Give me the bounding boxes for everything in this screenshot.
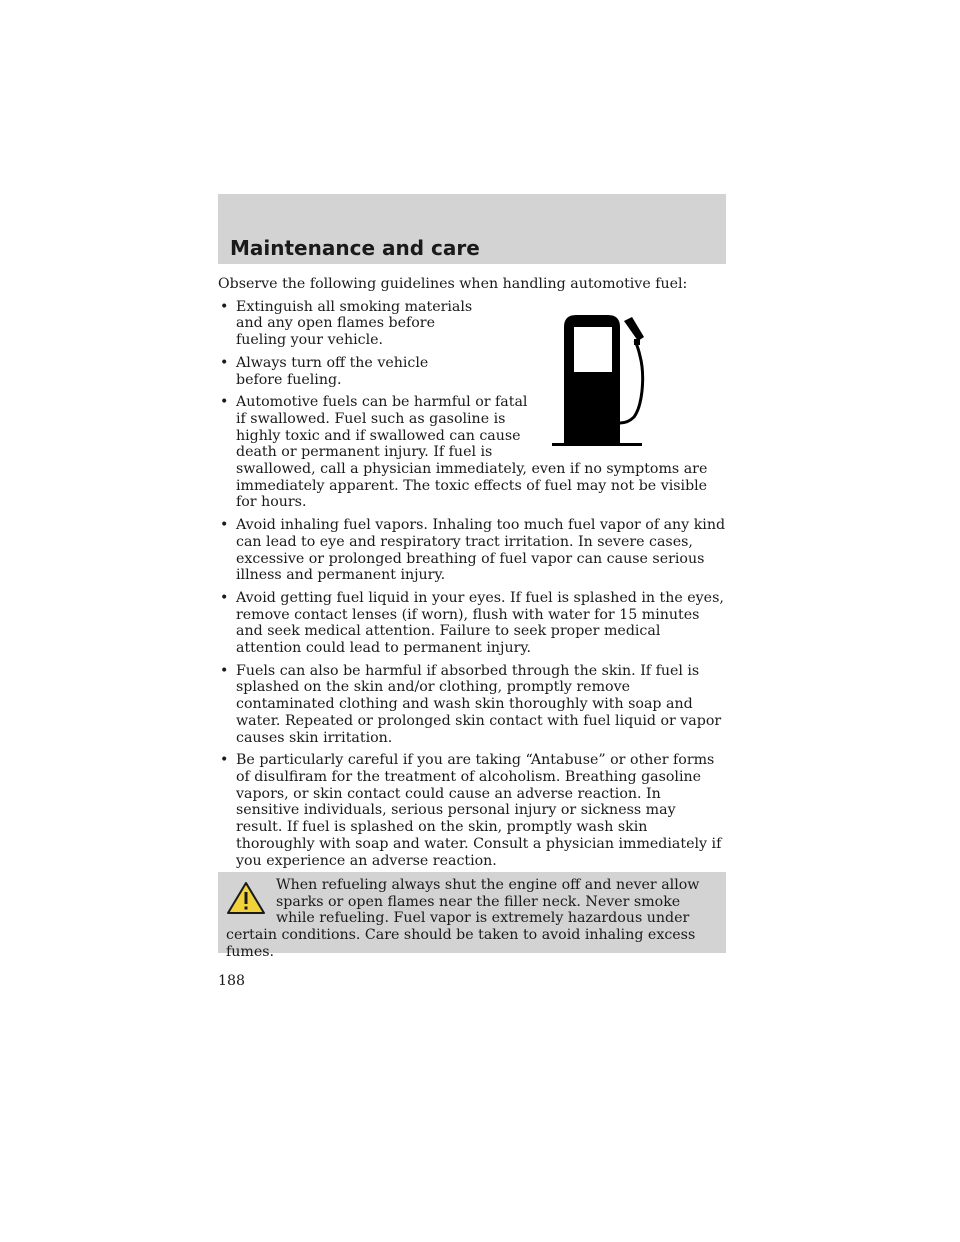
main-content [218,276,726,875]
list-item-text: Avoid inhaling fuel vapors. Inhaling too much fuel vapor of any kind can lead to eye and respiratory tract irritation. In severe cases, excessive or prolonged breathing of fuel vapor can cause serious illness and permanent injury. [236,517,726,584]
list-item-text: Extinguish all smoking materials and any open flames before fueling your vehicle. [236,298,473,349]
section-title: Maintenance and care [230,236,480,260]
list-item-text: Avoid getting fuel liquid in your eyes. If fuel is splashed in the eyes, remove contact lenses (if worn), flush with water for 15 minutes and seek medical attention. Failure to seek proper medical attention could lead to permanent injury. [236,589,724,657]
intro-paragraph: Observe the following guidelines when handling automotive fuel: [218,276,688,292]
section-header-band [218,194,726,264]
bullet-icon: • [220,298,229,315]
list-item [218,299,726,349]
list-item [218,752,726,869]
list-item [218,394,726,511]
bullet-icon: • [220,662,229,679]
warning-text: When refueling always shut the engine off and never allow sparks or open flames near the filler neck. Never smoke while refueling. Fuel vapor is extremely hazardous under certain conditions. Care should be taken to avoid inhaling excess fumes. [226,877,700,960]
list-item-text: Always turn off the vehicle before fueling. [236,354,429,388]
warning-box [218,872,726,960]
guideline-list [218,299,726,870]
list-item [218,355,726,388]
list-item [218,663,726,747]
bullet-icon: • [220,354,229,371]
page-number: 188 [218,973,246,989]
list-item [218,517,726,584]
list-item-text: Automotive fuels can be harmful or fatal if swallowed. Fuel such as gasoline is highly toxic and if swallowed can cause death or permanent injury. If fuel is swallowed, call a physician immediately, even if no symptoms are immediately apparent. The toxic effects of fuel may not be visible for hours. [236,394,708,511]
list-item-text: Fuels can also be harmful if absorbed through the skin. If fuel is splashed on the skin and/or clothing, promptly remove contaminated clothing and wash skin thoroughly with soap and water. Repeated or prolonged skin contact with fuel liquid or vapor causes skin irritation. [236,662,722,746]
warning-triangle-icon [226,881,266,915]
bullet-icon: • [220,589,229,606]
list-item [218,590,726,657]
list-item-text: Be particularly careful if you are taking “Antabuse” or other forms of disulfiram for the treatment of alcoholism. Breathing gasoline vapors, or skin contact could cause an adverse reaction. In sensitive individuals, serious personal injury or sickness may result. If fuel is splashed on the skin, promptly wash skin thoroughly with soap and water. Consult a physician immediately if you experience an adverse reaction. [236,752,722,869]
bullet-icon: • [220,394,229,411]
bullet-icon: • [220,517,229,534]
bullet-icon: • [220,752,229,769]
